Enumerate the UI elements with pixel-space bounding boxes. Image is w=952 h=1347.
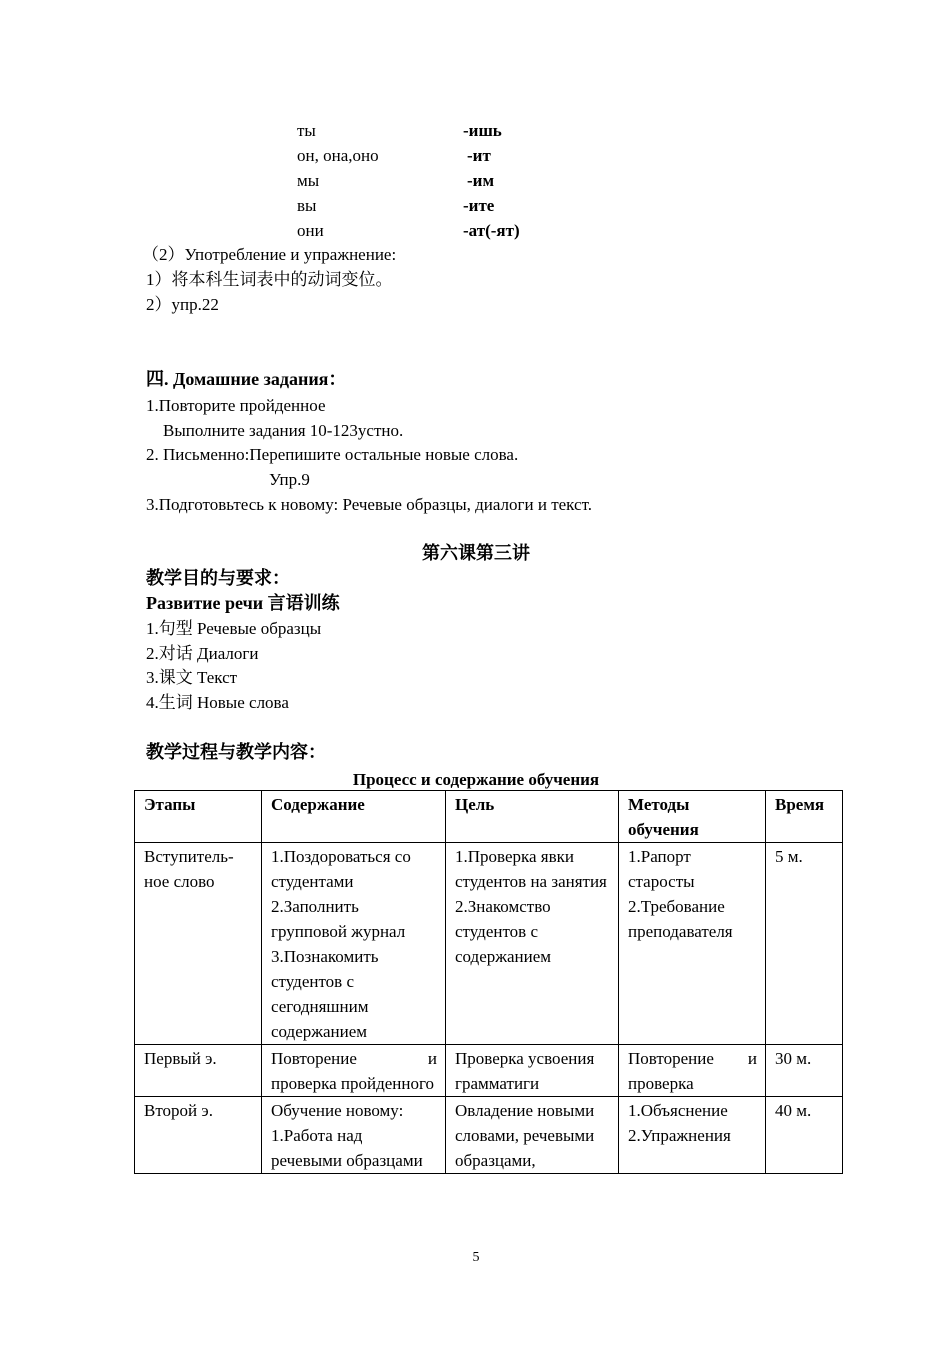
ending: -ишь xyxy=(463,121,502,140)
stage-cell: Первый э. xyxy=(135,1045,262,1097)
speech-heading: Развитие речи 言语训练 xyxy=(146,593,340,613)
goal-line: Проверка усвоения грамматиги xyxy=(455,1049,595,1093)
header-cell: Этапы xyxy=(135,791,262,843)
content-word: Повторение xyxy=(271,1049,357,1068)
time-cell: 30 м. xyxy=(766,1045,843,1097)
content-line: 1.Работа над речевыми образцами xyxy=(271,1126,423,1170)
content-line: 1.Поздороваться со студентами xyxy=(271,847,411,891)
goals-heading: 教学目的与要求： xyxy=(146,568,290,588)
content-line: 3.Познакомить студентов с сегодняшним содержанием xyxy=(271,947,379,1041)
methods-word: Повторение xyxy=(628,1049,714,1068)
lesson-item: 1.句型 Речевые образцы xyxy=(146,619,322,638)
page-number: 5 xyxy=(472,1250,480,1265)
header-cell: Содержание xyxy=(262,791,446,843)
methods-cell xyxy=(619,1045,766,1097)
lesson-title: 第六课第三讲 xyxy=(422,543,530,563)
time-cell: 5 м. xyxy=(766,843,843,1045)
methods-cell xyxy=(619,843,766,1045)
goal-line: Овладение новыми словами, речевыми образцами, xyxy=(455,1101,595,1170)
content-cell xyxy=(262,843,446,1045)
process-table xyxy=(134,790,843,1174)
lesson-item: 3.课文 Текст xyxy=(146,668,238,687)
goal-cell xyxy=(446,843,619,1045)
goal-cell xyxy=(446,1097,619,1174)
goal-line: 2.Знакомство студентов с содержанием xyxy=(455,897,552,966)
usage-heading: （2）Употребление и упражнение: xyxy=(142,245,397,264)
time-cell: 40 м. xyxy=(766,1097,843,1174)
pronoun: ты xyxy=(297,121,316,140)
ending: -ит xyxy=(467,146,491,165)
usage-item: 1）将本科生词表中的动词变位。 xyxy=(146,270,393,289)
lesson-item: 2.对话 Диалоги xyxy=(146,644,259,663)
table-row xyxy=(135,1097,843,1174)
table-row xyxy=(135,843,843,1045)
homework-line: 1.Повторите пройденное xyxy=(146,396,326,415)
methods-line: 2.Требование преподавателя xyxy=(628,897,733,941)
goal-line: 1.Проверка явки студентов на занятия xyxy=(455,847,607,891)
ending: -ите xyxy=(463,196,495,215)
homework-line: Упр.9 xyxy=(269,470,310,489)
homework-heading: 四. Домашние задания： xyxy=(146,369,347,389)
content-line: 2.Заполнить групповой журнал xyxy=(271,897,406,941)
stage-cell: Вступитель-ное слово xyxy=(135,843,262,1045)
header-cell: Цель xyxy=(446,791,619,843)
header-cell: Методы обучения xyxy=(619,791,766,843)
ending: -им xyxy=(467,171,495,190)
methods-cell xyxy=(619,1097,766,1174)
header-cell: Время xyxy=(766,791,843,843)
pronoun: мы xyxy=(297,171,320,190)
table-header-row xyxy=(135,791,843,843)
methods-word: и xyxy=(747,1049,757,1068)
lesson-item: 4.生词 Новые слова xyxy=(146,693,289,712)
homework-line: Выполните задания 10-123устно. xyxy=(163,421,404,440)
table-row xyxy=(135,1045,843,1097)
goal-cell xyxy=(446,1045,619,1097)
process-heading: 教学过程与教学内容： xyxy=(146,742,326,762)
content-word: и xyxy=(427,1049,437,1068)
methods-line: 2.Упражнения xyxy=(628,1126,731,1145)
pronoun: он, она,оно xyxy=(297,146,379,165)
content-line: Обучение новому: xyxy=(271,1101,404,1120)
pronoun: они xyxy=(297,221,324,240)
content-line: проверка пройденного xyxy=(271,1074,435,1093)
stage-cell: Второй э. xyxy=(135,1097,262,1174)
pronoun: вы xyxy=(297,196,317,215)
table-caption: Процесс и содержание обучения xyxy=(352,770,600,789)
content-cell xyxy=(262,1097,446,1174)
methods-line: 1.Рапорт старосты xyxy=(628,847,695,891)
methods-line: проверка xyxy=(628,1074,694,1093)
content-cell xyxy=(262,1045,446,1097)
usage-item: 2）упр.22 xyxy=(146,295,219,314)
homework-line: 3.Подготовьтесь к новому: Речевые образцы, диалоги и текст. xyxy=(146,495,592,514)
methods-line: 1.Объяснение xyxy=(628,1101,728,1120)
homework-line: 2. Письменно:Перепишите остальные новые слова. xyxy=(146,445,519,464)
ending: -ат(-ят) xyxy=(463,221,520,240)
